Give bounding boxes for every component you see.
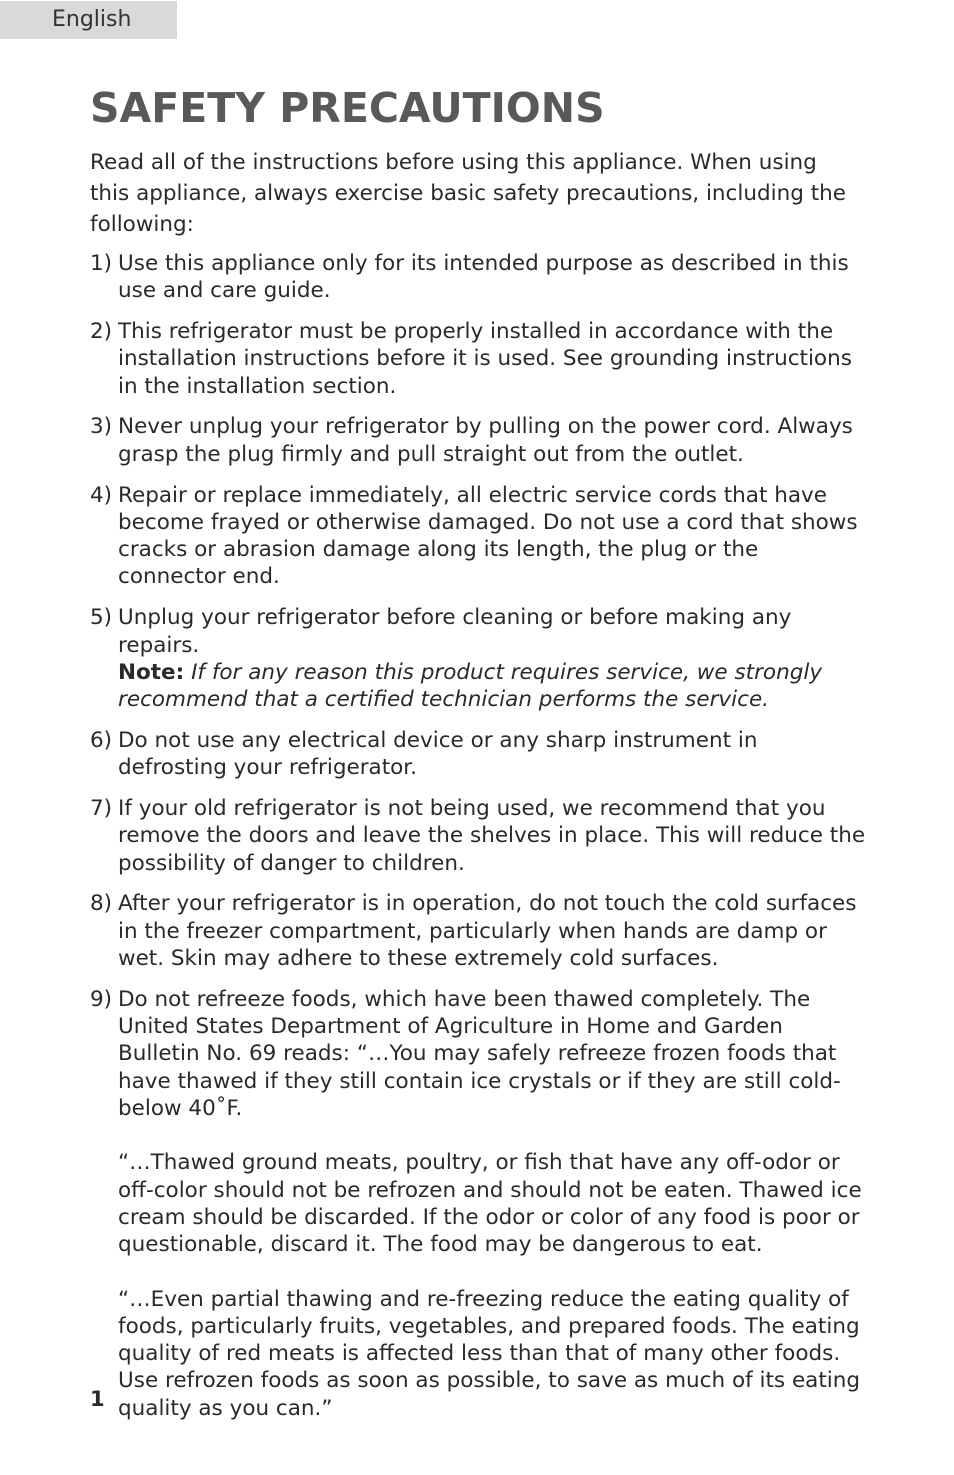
note-label: Note: [118, 659, 185, 685]
item-text: Do not use any electrical device or any sharp instrument in defrosting your refrigerator. [118, 727, 758, 781]
quote-paragraph: “…Even partial thawing and re-freezing reduce the eating quality of foods, particularly fruits, vegetables, and prepared foods. The eating quality of red meats is affected less than that of many other foods. Use refrozen foods as soon as possible, to save as much of its eating quality as you can.” [118, 1286, 861, 1421]
item-number: 1) [90, 251, 113, 276]
item-number: 7) [90, 796, 113, 822]
item-number: 9) [90, 986, 113, 1012]
item-content [118, 986, 868, 1422]
intro-paragraph: Read all of the instructions before using this appliance. When using this appliance, always exercise basic safety precautions, including the following: [90, 150, 846, 237]
item-text: This refrigerator must be properly installed in accordance with the installation instructions before it is used. See grounding instructions in the installation section. [118, 319, 852, 399]
list-item [90, 250, 868, 305]
item-text: Unplug your refrigerator before cleaning or before making any repairs. [118, 605, 792, 658]
item-text: After your refrigerator is in operation, do not touch the cold surfaces in the freezer compartment, particularly when hands are damp or wet. Skin may adhere to these extremely cold surfaces. [118, 891, 857, 972]
list-item [90, 986, 868, 1422]
quote-paragraph: “…Thawed ground meats, poultry, or fish that have any off-odor or off-color should not be refrozen and should not be eaten. Thawed ice cream should be discarded. If the odor or color of any food is poor or questionable, discard it. The food may be dangerous to eat. [118, 1150, 862, 1258]
item-text: Never unplug your refrigerator by pulling on the power cord. Always grasp the plug firmly and pull straight out from the outlet. [118, 414, 853, 467]
item-number: 2) [90, 319, 113, 345]
item-number: 6) [90, 727, 113, 753]
list-item [90, 890, 868, 972]
item-number: 3) [90, 414, 113, 440]
precautions-list [90, 250, 868, 1435]
item-text: Do not refreeze foods, which have been thawed completely. The United States Department of Agriculture in Home and Garden Bulletin No. 69 reads: “…You may safely refreeze frozen foods that have thawed if they still contain ice crystals or if they are still cold-below 40˚F. [118, 986, 841, 1122]
language-tab: English [0, 1, 177, 39]
list-item [90, 413, 868, 468]
item-number: 5) [90, 605, 113, 631]
item-text: Use this appliance only for its intended purpose as described in this use and care guide. [118, 251, 849, 304]
list-item [90, 482, 868, 591]
list-item [90, 318, 868, 400]
page-number: 1 [90, 1387, 105, 1411]
item-text: If your old refrigerator is not being used, we recommend that you remove the doors and leave the shelves in place. This will reduce the possibility of danger to children. [118, 796, 866, 876]
list-item [90, 727, 868, 782]
list-item [90, 795, 868, 877]
item-number: 8) [90, 891, 113, 917]
item-content [118, 604, 868, 713]
item-number: 4) [90, 482, 113, 508]
list-item [90, 604, 868, 713]
note-text: If for any reason this product requires service, we strongly recommend that a certified technician performs the service. [118, 659, 823, 713]
item-text: Repair or replace immediately, all electric service cords that have become frayed or otherwise damaged. Do not use a cord that shows cracks or abrasion damage along its length, the plug or the connector end. [118, 482, 858, 590]
page-title: SAFETY PRECAUTIONS [90, 84, 605, 132]
